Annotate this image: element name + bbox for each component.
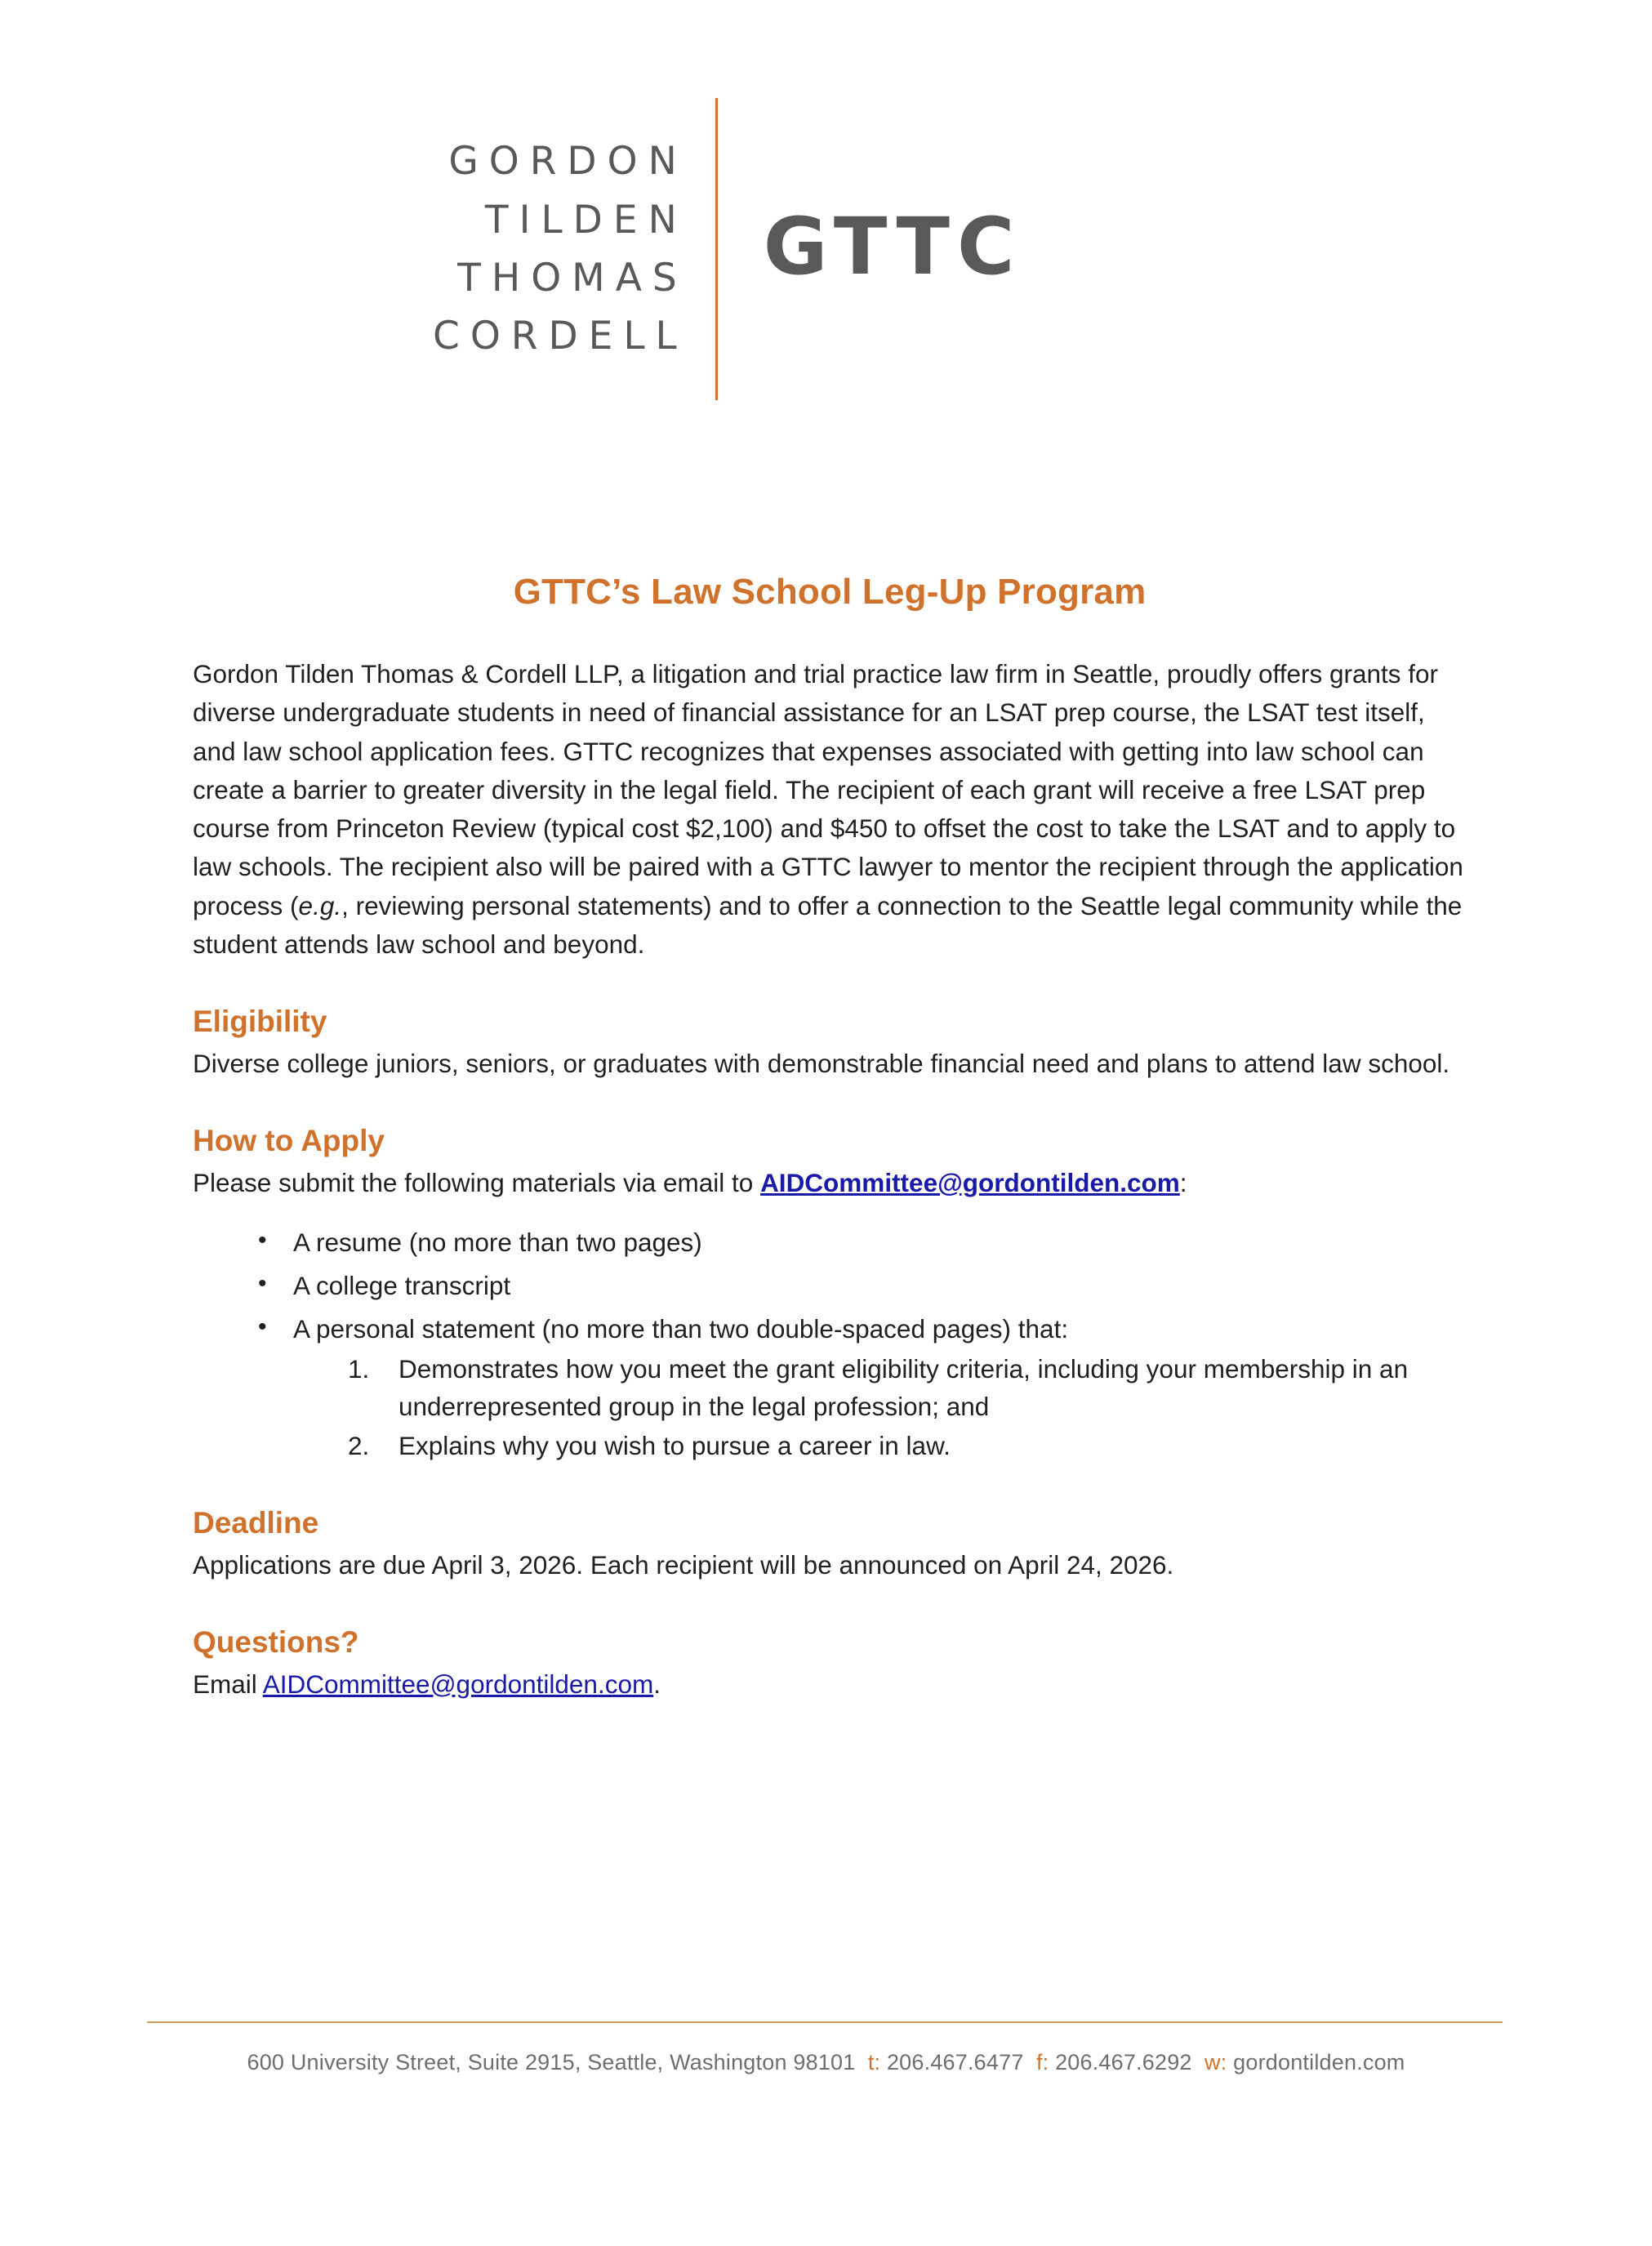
footer-phone-label: t: [867, 2050, 881, 2074]
logo-word-1: GORDON [448, 139, 688, 185]
list-item [242, 1267, 1467, 1305]
materials-list [193, 1223, 1467, 1465]
personal-statement-sublist [293, 1351, 1467, 1465]
company-logo [433, 98, 1022, 400]
bullet-text-2: A college transcript [293, 1271, 511, 1301]
logo-word-2: TILDEN [484, 197, 688, 243]
deadline-text: Applications are due April 3, 2026. Each recipient will be announced on April 24, 2026. [193, 1549, 1174, 1580]
intro-text-part-1: Gordon Tilden Thomas & Cordell LLP, a litigation and trial practice law firm in Seattle, proudly offers grants for diverse undergraduate students in need of financial assistance for an LSAT prep course, the LSAT test itself, and law school application fees. GTTC recognizes that expenses associated with getting into law school can create a barrier to greater diversity in the legal field. The recipient of each grant will receive a free LSAT prep course from Princeton Review (typical cost $2,100) and $450 to offset the cost to take the LSAT and to apply to law schools. The recipient also will be paired with a GTTC lawyer to mentor the recipient through the application process ( [193, 659, 1463, 920]
page-title: GTTC’s Law School Leg-Up Program [513, 572, 1147, 612]
section-heading-deadline: Deadline [193, 1505, 319, 1540]
bullet-text-1: A resume (no more than two pages) [293, 1227, 702, 1257]
intro-text-italic: e.g. [298, 890, 342, 920]
section-heading-eligibility: Eligibility [193, 1005, 327, 1038]
logo-monogram: GTTC [763, 201, 1022, 292]
bullet-text-3: A personal statement (no more than two double-spaced pages) that: [293, 1314, 1069, 1344]
list-item [348, 1428, 1467, 1465]
email-link-questions[interactable]: AIDCommittee@gordontilden.com [262, 1669, 654, 1699]
footer-phone: 206.467.6477 [886, 2050, 1024, 2074]
footer-web-label: w: [1204, 2050, 1227, 2074]
list-item [242, 1223, 1467, 1262]
how-to-apply-lead-suffix: : [1179, 1167, 1187, 1197]
questions-suffix: . [653, 1669, 661, 1699]
footer-address: 600 University Street, Suite 2915, Seattle, Washington 98101 [247, 2050, 856, 2074]
email-link-apply[interactable]: AIDCommittee@gordontilden.com [760, 1167, 1180, 1197]
footer [0, 2050, 1652, 2075]
questions-text [193, 1666, 1467, 1704]
document-body [193, 572, 1467, 1704]
how-to-apply-lead-prefix: Please submit the following materials via email to [193, 1167, 761, 1197]
logo-word-4: CORDELL [433, 314, 688, 359]
footer-fax: 206.467.6292 [1055, 2050, 1192, 2074]
footer-fax-label: f: [1035, 2050, 1049, 2074]
questions-prefix: Email [193, 1669, 263, 1699]
logo-wordmark [433, 132, 715, 366]
footer-divider [147, 2021, 1503, 2023]
sub-item-text-2: Explains why you wish to pursue a career in law. [399, 1430, 951, 1460]
footer-web: gordontilden.com [1233, 2050, 1405, 2074]
intro-text-part-2: , reviewing personal statements) and to offer a connection to the Seattle legal community while the student attends law school and beyond. [193, 890, 1463, 959]
eligibility-text: Diverse college juniors, seniors, or graduates with demonstrable financial need and plans to attend law school. [193, 1049, 1450, 1078]
list-item [242, 1310, 1467, 1464]
section-heading-how-to-apply: How to Apply [193, 1123, 385, 1157]
logo-word-3: THOMAS [457, 256, 688, 301]
how-to-apply-lead [193, 1165, 1467, 1202]
intro-paragraph [193, 655, 1467, 964]
list-item [348, 1351, 1467, 1426]
section-heading-questions: Questions? [193, 1624, 359, 1659]
sub-item-text-1: Demonstrates how you meet the grant eligibility criteria, including your membership in an underrepresented group in the legal profession; and [399, 1353, 1409, 1421]
